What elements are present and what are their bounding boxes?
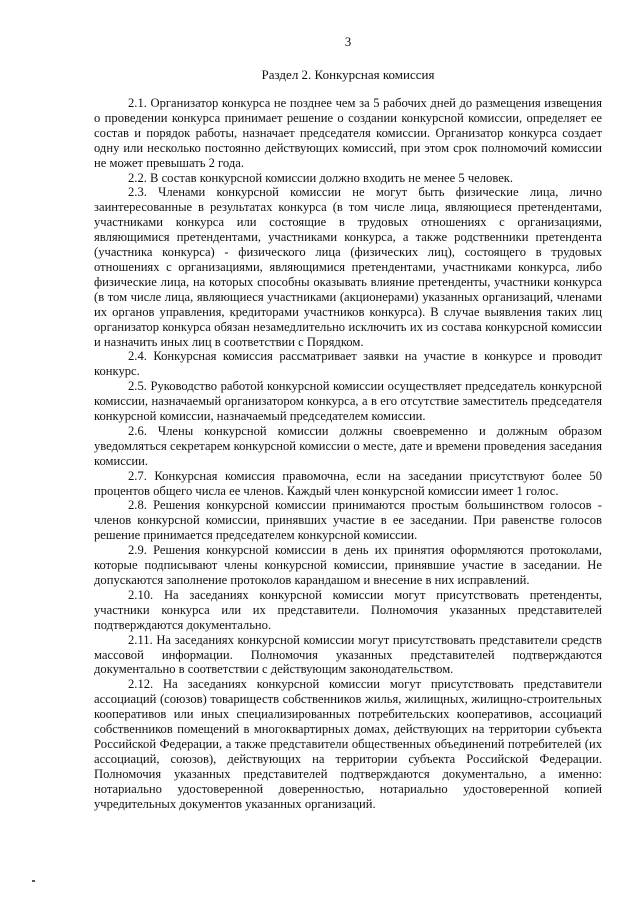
scan-mark [32,880,35,882]
paragraph-2-12: 2.12. На заседаниях конкурсной комиссии могут присутствовать представители ассоциаций (союзов) товариществ собственников жилья, жилищных, жилищно-строительных кооперативов или иных специализированных потребительских кооперативов, ассоциаций собственников помещений в многоквартирных домах, действующих на территории субъекта Российской Федерации, а также представители общественных объединений потребителей (их ассоциаций, союзов), действующих на территории субъекта Российской Федерации. Полномочия указанных представителей подтверждаются документально, а именно: нотариально удостоверенной доверенностью, нотариально удостоверенной копией учредительных документов указанных организаций. [94,677,602,811]
paragraph-2-5: 2.5. Руководство работой конкурсной комиссии осуществляет председатель конкурсной комиссии, назначаемый организатором конкурса, а в его отсутствие заместитель председателя конкурсной комиссии, назначаемый председателем комиссии. [94,379,602,424]
paragraph-2-4: 2.4. Конкурсная комиссия рассматривает заявки на участие в конкурсе и проводит конкурс. [94,349,602,379]
paragraph-2-10: 2.10. На заседаниях конкурсной комиссии могут присутствовать претенденты, участники конкурса или их представители. Полномочия указанных представителей подтверждаются документально. [94,587,602,632]
paragraph-2-1: 2.1. Организатор конкурса не позднее чем за 5 рабочих дней до размещения извещения о проведении конкурса принимает решение о создании конкурсной комиссии, определяет ее состав и порядок работы, назначает председателя комиссии. Организатор конкурса создает одну или несколько постоянно действующих комиссий, при этом срок полномочий комиссии не может превышать 2 года. [94,96,602,170]
paragraph-2-7: 2.7. Конкурсная комиссия правомочна, если на заседании присутствуют более 50 процентов общего числа ее членов. Каждый член конкурсной комиссии имеет 1 голос. [94,468,602,498]
paragraph-2-11: 2.11. На заседаниях конкурсной комиссии могут присутствовать представители средств массовой информации. Полномочия указанных представителей подтверждаются документально в соответствии с действующим законодательством. [94,632,602,677]
document-page [94,34,602,812]
page-number: 3 [344,34,352,49]
paragraph-2-9: 2.9. Решения конкурсной комиссии в день их принятия оформляются протоколами, которые подписывают члены конкурсной комиссии, принявшие участие в заседании. Не допускаются заполнение протоколов карандашом и внесение в них исправлений. [94,543,602,587]
paragraph-2-6: 2.6. Члены конкурсной комиссии должны своевременно и должным образом уведомляться секретарем конкурсной комиссии о месте, дате и времени проведения заседания комиссии. [94,423,602,468]
paragraph-2-3: 2.3. Членами конкурсной комиссии не могут быть физические лица, лично заинтересованные в результатах конкурса (в том числе лица, являющиеся претендентами, участниками конкурса или состоящие в трудовых отношениях с организациями, являющимися претендентами, участниками конкурса, а также родственники претендента (участника конкурса) - физического лица (физических лиц), состоящего в трудовых отношениях с организациями, являющимися претендентами, участниками конкурса, либо физические лица, на которых способны оказывать влияние претенденты, участники конкурса (в том числе лица, являющиеся участниками (акционерами) указанных организаций, членами их органов управления, кредиторами участников конкурса). В случае выявления таких лиц организатор конкурса обязан незамедлительно исключить их из состава конкурсной комиссии и назначить иных лиц в соответствии с Порядком. [94,185,602,349]
section-title: Раздел 2. Конкурсная комиссия [261,67,435,82]
paragraph-2-2: 2.2. В состав конкурсной комиссии должно входить не менее 5 человек. [128,170,514,185]
paragraph-2-8: 2.8. Решения конкурсной комиссии принимаются простым большинством голосов - членов конкурсной комиссии, принявших участие в ее заседании. При равенстве голосов решение принимается председателем конкурсной комиссии. [94,498,602,543]
